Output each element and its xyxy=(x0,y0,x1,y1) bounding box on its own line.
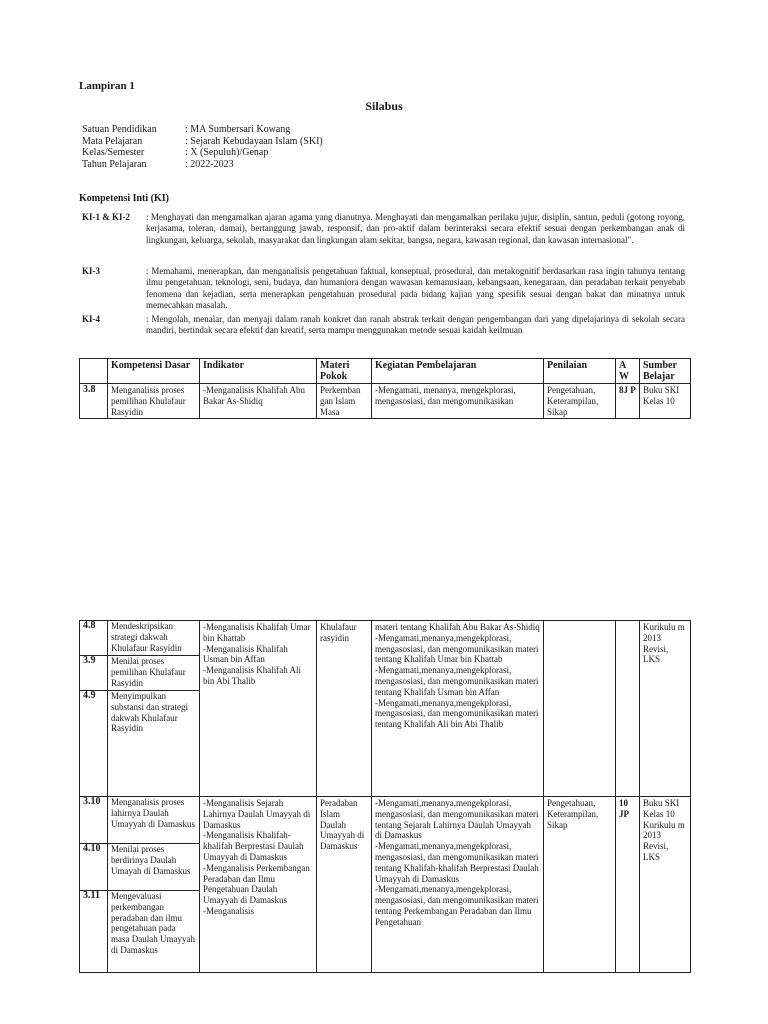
ki-code: KI-3 xyxy=(82,266,100,276)
kd-text: Menganalisis proses lahirnya Daulah Umayyah di Damaskus xyxy=(111,797,195,829)
info-label: Satuan Pendidikan xyxy=(82,124,157,135)
aw-cell: 8J P xyxy=(616,384,640,419)
aw-cell: 10 JP xyxy=(616,797,640,973)
kd-number: 3.11 xyxy=(80,890,107,971)
kegiatan-cell: materi tentang Khalifah Abu Bakar As-Shidiq -Mengamati,menanya,mengekplorasi, mengasosiasi, dan mengomunikasikan materi tentang Khalifah Umar bin Khattab -Mengamati,menanya,mengekplorasi, mengasosiasi, dan mengomunikasikan materi tentang Khalifah Usman bin Affan -Mengamati,menanya,mengekplorasi, mengasosiasi, dan mengomunikasikan materi tentang Khalifah Ali bin Abi Thalib xyxy=(372,621,544,797)
table-row xyxy=(80,621,691,797)
kd-text: Menilai proses berdirinya Daulah Umayah di Damaskus xyxy=(108,843,199,890)
ki-item-1-2 xyxy=(82,212,685,246)
kd-number-group xyxy=(80,797,108,973)
ki-code: KI-4 xyxy=(82,314,100,324)
info-value: : MA Sumbersari Kowang xyxy=(185,124,291,135)
info-label: Kelas/Semester xyxy=(82,147,145,158)
sumber-cell: Kurikulu m 2013 Revisi, LKS xyxy=(640,621,691,797)
kd-text: Mendeskripsikan strategi dakwah Khulafaur Rasyidin xyxy=(111,621,182,653)
ki-item-3 xyxy=(82,266,685,311)
header-cell-indikator: Indikator xyxy=(200,359,317,384)
syllabus-table-top xyxy=(79,358,691,419)
kd-text-group xyxy=(108,621,200,797)
header-cell-penilaian: Penilaian xyxy=(544,359,616,384)
kd-text: Mengevaluasi perkembangan peradaban dan ilmu pengetahuan pada masa Daulah Umayyah di Damaskus xyxy=(108,890,199,971)
course-info xyxy=(82,124,323,170)
ki-text: : Mengolah, menalar, dan menyaji dalam ranah konkret dan ranah abstrak terkait dengan pengembangan dari yang dipelajarinya di sekolah secara mandiri, bertindak secara efektif dan kreatif, serta mampu menggunakan metode sesuai kaidah keilmuan xyxy=(146,314,685,336)
info-row-class xyxy=(82,147,323,159)
ki-heading: Kompetensi Inti (KI) xyxy=(79,193,169,204)
materi-cell: Perkemban gan Islam Masa xyxy=(317,384,372,419)
sumber-cell: Buku SKI Kelas 10 Kurikulu m 2013 Revisi, LKS xyxy=(640,797,691,973)
sumber-cell: Buku SKI Kelas 10 xyxy=(640,384,691,419)
materi-cell: Khulafaur rasyidin xyxy=(317,621,372,797)
kd-number: 4.9 xyxy=(80,690,107,791)
ki-code: KI-1 & KI-2 xyxy=(82,212,130,222)
kd-number: 3.8 xyxy=(80,384,108,419)
info-value: : X (Sepuluh)/Genap xyxy=(185,147,269,158)
kd-number: 3.9 xyxy=(80,655,107,690)
info-row-subject xyxy=(82,136,323,148)
kd-text: Menganalisis proses pemilihan Khulafaur Rasyidin xyxy=(108,384,200,419)
kd-number: 4.8 xyxy=(83,620,96,631)
table-header-row xyxy=(80,359,691,384)
kd-number: 3.10 xyxy=(83,796,101,807)
header-cell-aw: A W xyxy=(616,359,640,384)
materi-cell: Peradaban Islam Daulah Umayyah di Damaskus xyxy=(317,797,372,973)
table-row xyxy=(80,384,691,419)
indikator-cell: -Menganalisis Sejarah Lahirnya Daulah Umayyah di Damaskus -Menganalisis Khalifah-khalifah Berprestasi Daulah Umayyah di Damaskus -Menganalisis Perkembangan Peradaban dan Ilmu Pengetahuan Daulah Umayyah di Damaskus -Menganalisis xyxy=(200,797,317,973)
header-cell-materi: Materi Pokok xyxy=(317,359,372,384)
info-value: : Sejarah Kebudayaan Islam (SKI) xyxy=(185,135,323,147)
info-value: : 2022-2023 xyxy=(185,158,234,170)
indikator-cell: -Menganalisis Khalifah Umar bin Khattab -Menganalisis Khalifah Usman bin Affan -Menganalisis Khalifah Ali bin Abi Thalib xyxy=(200,621,317,797)
kd-number: 4.10 xyxy=(80,843,107,890)
kegiatan-cell: -Mengamati, menanya, mengekplorasi, mengasosiasi, dan mengomunikasikan xyxy=(372,384,544,419)
header-cell-kd: Kompetensi Dasar xyxy=(108,359,200,384)
indikator-cell: -Menganalisis Khalifah Abu Bakar As-Shidiq xyxy=(200,384,317,419)
info-label: Tahun Pelajaran xyxy=(82,158,147,170)
kd-text-group xyxy=(108,797,200,973)
syllabus-table-continued xyxy=(79,620,691,973)
appendix-label: Lampiran 1 xyxy=(79,80,135,92)
penilaian-cell: Pengetahuan, Keterampilan, Sikap xyxy=(544,384,616,419)
header-cell-no xyxy=(80,359,108,384)
kegiatan-cell: -Mengamati,menanya,mengekplorasi, mengasosiasi, dan mengomunikasikan materi tentang Sejarah Lahirnya Daulah Umayyah di Damaskus -Mengamati,menanya,mengekplorasi, mengasosiasi, dan mengomunikasikan materi tentang Khalifah-khalifah Berprestasi Daulah Umayyah di Damaskus -Mengamati,menanya,mengekplorasi, mengasosiasi, dan mengomunikasikan materi tentang Perkembangan Peradaban dan Ilmu Pengetahuan xyxy=(372,797,544,973)
page-title: Silabus xyxy=(365,99,403,113)
penilaian-cell xyxy=(544,621,616,797)
info-label: Mata Pelajaran xyxy=(82,135,143,147)
header-cell-sumber: Sumber Belajar xyxy=(640,359,691,384)
aw-cell xyxy=(616,621,640,797)
ki-item-4 xyxy=(82,314,685,337)
header-cell-kegiatan: Kegiatan Pembelajaran xyxy=(372,359,544,384)
ki-text: : Memahami, menerapkan, dan menganalisis pengetahuan faktual, konseptual, prosedural, dan metakognitif berdasarkan rasa ingin tahunya tentang ilmu pengetahuan, teknologi, seni, budaya, dan humaniora dengan wawasan kemanusiaan, kebangsaan, kenegaraan, dan peradaban terkait penyebab fenomena dan kejadian, serta menerapkan pengetahuan prosedural pada bidang kajian yang spesifik sesuai dengan bakat dan minatnya untuk memecahkan masalah. xyxy=(146,266,685,310)
penilaian-cell: Pengetahuan, Keterampilan, Sikap xyxy=(544,797,616,973)
kd-text: Menyimpulkan substansi dan strategi dakwah Khulafaur Rasyidin xyxy=(108,690,199,791)
kd-text: Menilai proses pemilihan Khulafaur Rasyidin xyxy=(108,655,199,690)
info-row-school xyxy=(82,124,323,136)
table-row xyxy=(80,797,691,973)
info-row-year xyxy=(82,159,323,171)
kd-number-group xyxy=(80,621,108,797)
ki-text: : Menghayati dan mengamalkan ajaran agama yang dianutnya. Menghayati dan mengamalkan perilaku jujur, disiplin, santun, peduli (gotong royong, kerjasama, toleran, damai), bertanggung jawab, responsif, dan pro-aktif dalam berinteraksi secara efektif sesuai dengan perkembangan anak di lingkungan, keluarga, sekolah, masyarakat dan lingkungan alam sekitar, bangsa, negara, kawasan regional, dan kawasan internasional". xyxy=(146,212,685,245)
